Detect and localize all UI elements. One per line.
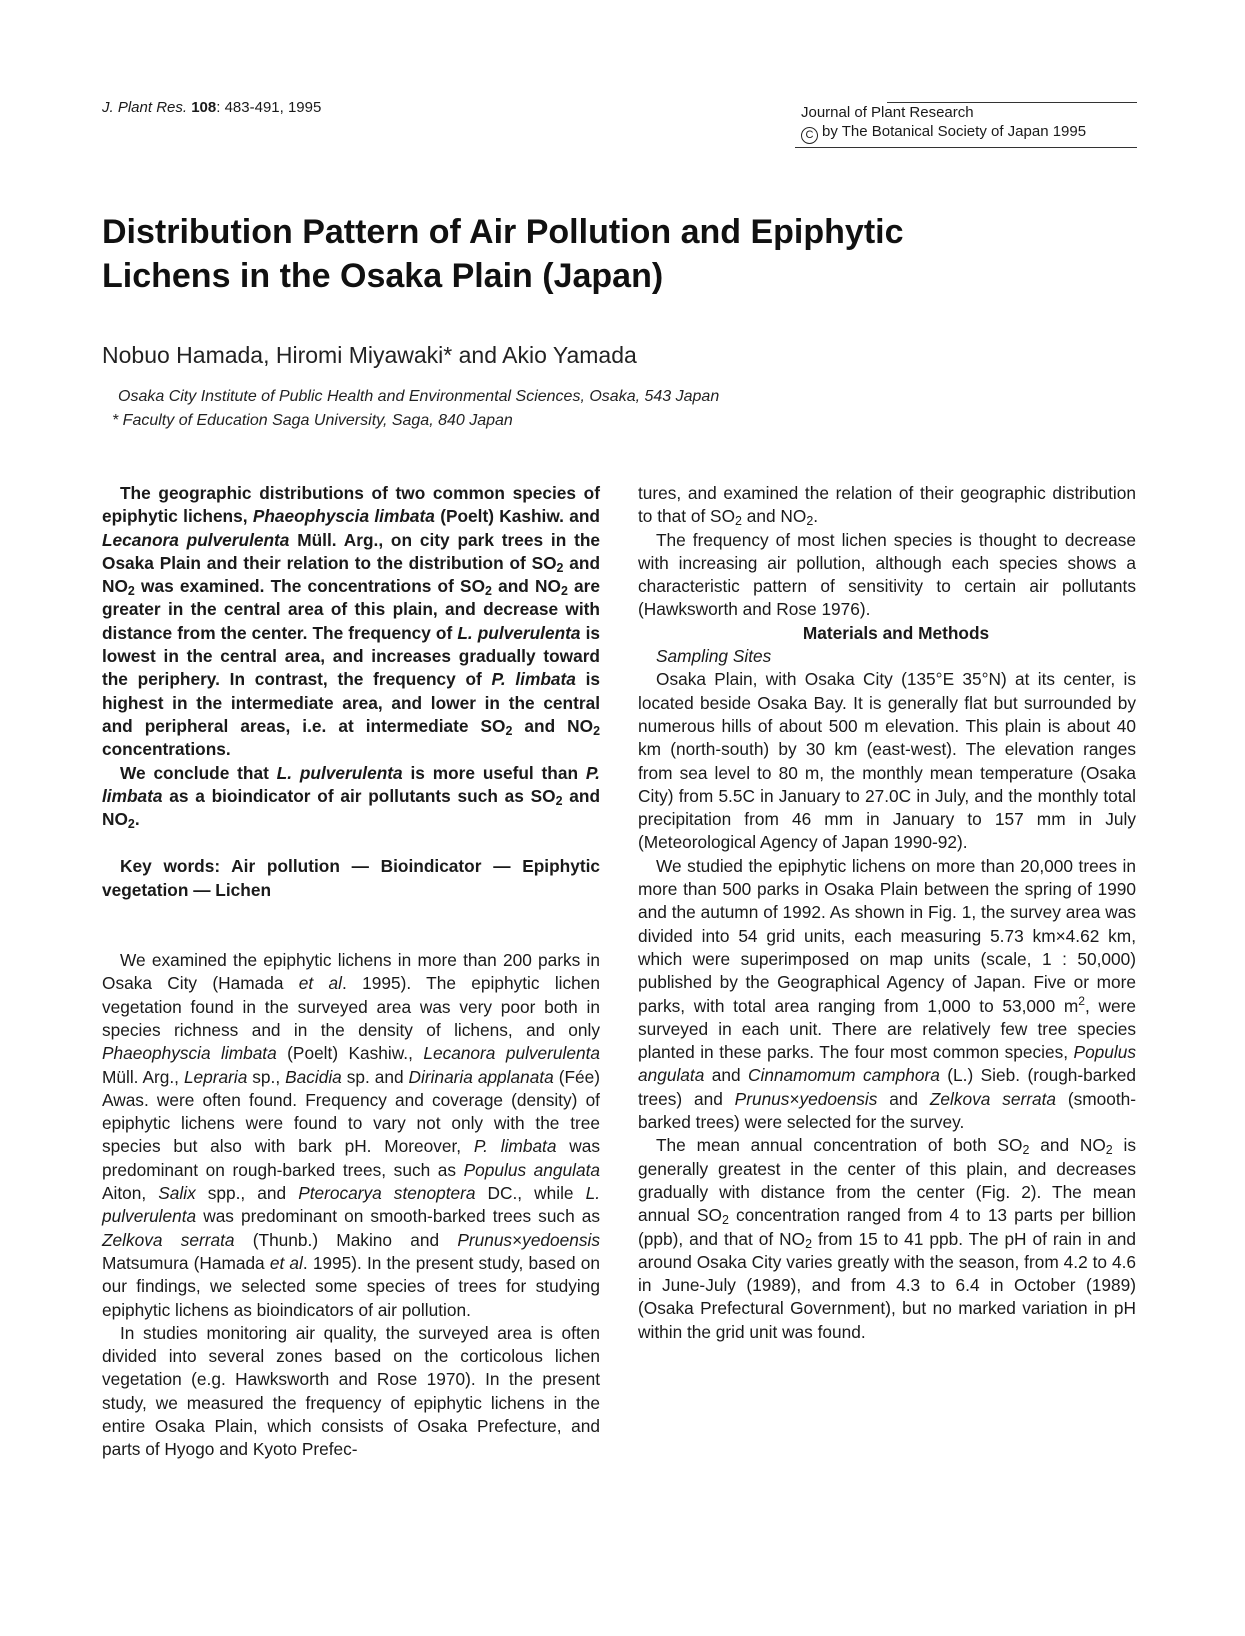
journal-name: Journal of Plant Research xyxy=(801,104,974,121)
citation-line xyxy=(102,99,321,116)
right-column xyxy=(638,482,1136,1344)
citation-pages: : 483-491, 1995 xyxy=(216,99,322,116)
author-list: Nobuo Hamada, Hiromi Miyawaki* and Akio Yamada xyxy=(102,342,637,368)
methods-paragraph-3: The mean annual concentration of both $SO_2$ and $NO_2$ is generally greatest in the center of this plain, and decreases gradually with distance from the center (Fig. 2). The mean annual $SO_2$ concentration ranged from 4 to 13 parts per billion (ppb), and that of $NO_2$ from 15 to 41 ppb. The pH of rain in and around Osaka City varies greatly with the season, from 4.2 to 4.6 in June-July (1989), and from 4.3 to 6.4 in October (1989) (Osaka Prefectural Government), but no marked variation in pH within the grid unit was found. xyxy=(638,1135,1137,1342)
section-heading-materials-methods: Materials and Methods xyxy=(802,622,990,643)
intro-paragraph-2: In studies monitoring air quality, the surveyed area is often divided into several zones based on the corticolous lichen vegetation (e.g. Hawksworth and Rose 1970). In the present study, we measured the frequency of epiphytic lichens in the entire Osaka Plain, which consists of Osaka Prefecture, and parts of Hyogo and Kyoto Prefec- xyxy=(102,1322,600,1460)
affiliation-1: Osaka City Institute of Public Health and Environmental Sciences, Osaka, 543 Japan xyxy=(118,388,720,405)
intro-paragraph-1: We examined the epiphytic lichens in more than 200 parks in Osaka City (Hamada et al. 1995). The epiphytic lichen vegetation found in the surveyed area was very poor both in species richness and in the density of lichens, and only Phaeophyscia limbata (Poelt) Kashiw., Lecanora pulverulenta Müll. Arg., Lepraria sp., Bacidia sp. and Dirinaria applanata (Fée) Awas. were often found. Frequency and coverage (density) of epiphytic lichens were found to vary not only with the tree species but also with bark pH. Moreover, P. limbata was predominant on rough-barked trees, such as Populus angulata Aiton, Salix spp., and Pterocarya stenoptera DC., while L. pulverulenta was predominant on smooth-barked trees such as Zelkova serrata (Thunb.) Makino and Prunus×yedoensis Matsumura (Hamada et al. 1995). In the present study, based on our findings, we selected some species of trees for studying epiphytic lichens as bioindicators of air pollution. xyxy=(102,950,601,1320)
journal-box xyxy=(795,102,1137,148)
intro-paragraph-3: The frequency of most lichen species is thought to decrease with increasing air pollution, although each species shows a characteristic pattern of sensitivity to certain air pollutants (Hawksworth and Rose 1976). xyxy=(638,529,1136,620)
title-line-1: Distribution Pattern of Air Pollution and Epiphytic xyxy=(102,213,904,251)
copyright-text: by The Botanical Society of Japan 1995 xyxy=(822,123,1087,140)
affiliation-2: * Faculty of Education Saga University, Saga, 840 Japan xyxy=(112,412,513,429)
methods-paragraph-1: Osaka Plain, with Osaka City (135°E 35°N) at its center, is located beside Osaka Bay. It is generally flat but surrounded by numerous hills of about 500 m elevation. This plain is about 40 km (north-south) by 30 km (east-west). The elevation ranges from sea level to 80 m, the monthly mean temperature (Osaka City) from 5.5C in January to 27.0C in July, and the monthly total precipitation from 46 mm in January to 157 mm in July (Meteorological Agency of Japan 1990-92). xyxy=(638,669,1136,853)
citation-journal: J. Plant Res. xyxy=(102,99,188,116)
abstract-paragraph-2: We conclude that L. pulverulenta is more useful than P. limbata as a bioindicator of air pollutants such as $SO_2$ and $NO_2$. xyxy=(102,762,600,832)
abstract-paragraph-1: The geographic distributions of two common species of epiphytic lichens, Phaeophyscia limbata (Poelt) Kashiw. and Lecanora pulverulenta Müll. Arg., on city park trees in the Osaka Plain and their relation to the distribution of $SO_2$ and $NO_2$ was examined. The concentrations of $SO_2$ and $NO_2$ are greater in the central area of this plain, and decrease with distance from the center. The frequency of L. pulverulenta is lowest in the central area, and increases gradually toward the periphery. In contrast, the frequency of P. limbata is highest in the intermediate area, and lower in the central and peripheral areas, i.e. at intermediate $SO_2$ and $NO_2$ concentrations. xyxy=(102,483,601,760)
citation-volume: 108 xyxy=(191,99,217,116)
left-column xyxy=(102,482,600,1462)
title-line-2: Lichens in the Osaka Plain (Japan) xyxy=(102,257,664,295)
copyright-line xyxy=(795,122,1137,144)
copyright-icon: C xyxy=(801,127,818,144)
section-gap xyxy=(102,902,600,949)
methods-paragraph-2: We studied the epiphytic lichens on more than 20,000 trees in more than 500 parks in Osaka Plain between the spring of 1990 and the autumn of 1992. As shown in Fig. 1, the survey area was divided into 54 grid units, each measuring 5.73 km×4.62 km, which were superimposed on map units (scale, 1 : 50,000) published by the Geographical Agency of Japan. Five or more parks, with total area ranging from 1,000 to 53,000 $m^2$, were surveyed in each unit. There are relatively few tree species planted in these parks. The four most common species, Populus angulata and Cinnamomum camphora (L.) Sieb. (rough-barked trees) and Prunus×yedoensis and Zelkova serrata (smooth-barked trees) were selected for the survey. xyxy=(638,855,1137,1133)
subsection-heading-sampling-sites: Sampling Sites xyxy=(656,646,772,667)
intro-paragraph-2-continued: tures, and examined the relation of their geographic distribution to that of $SO_2$ and $NO_2$. xyxy=(638,483,1136,529)
journal-box-bottom-rule xyxy=(795,147,1137,148)
keywords: Key words: Air pollution — Bioindicator — Epiphytic vegetation — Lichen xyxy=(102,856,600,900)
paper-title xyxy=(102,210,1002,298)
